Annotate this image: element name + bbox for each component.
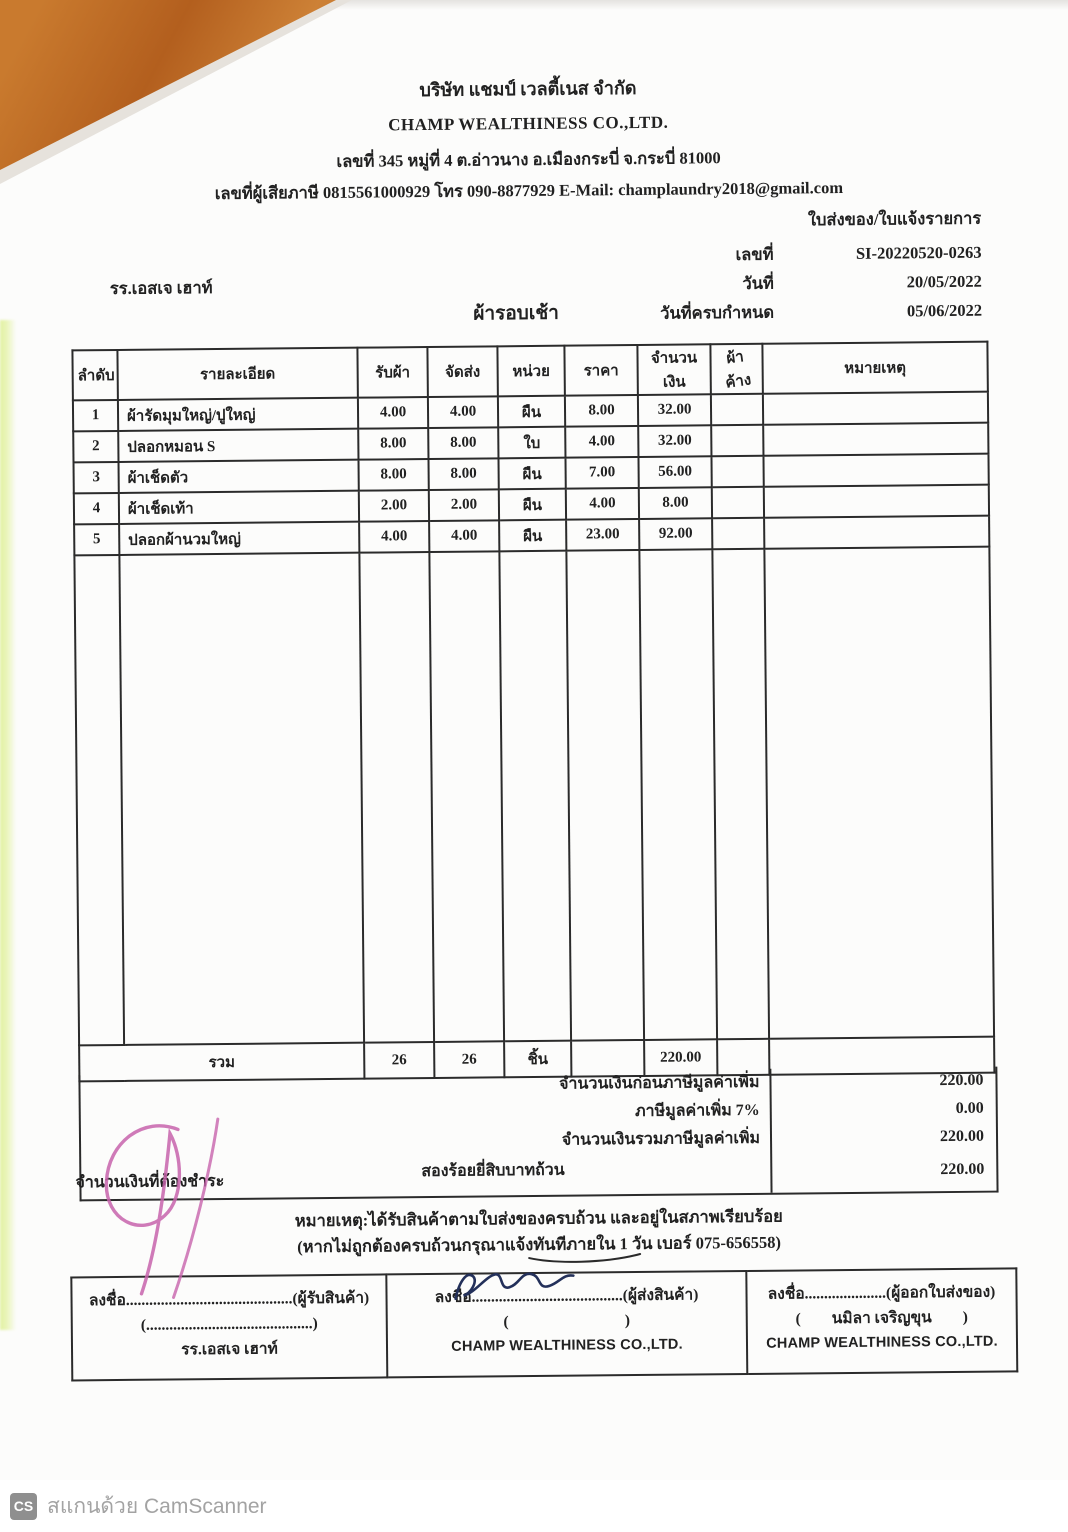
- remark-note-line1: หมายเหตุ:ได้รับสินค้าตามใบส่งของครบถ้วน และอยู่ในสภาพเรียบร้อย: [294, 1206, 783, 1231]
- doc-due-date-value: 05/06/2022: [906, 300, 983, 321]
- signature-box-sender: [386, 1271, 747, 1377]
- cell-pending: [712, 518, 764, 549]
- col-header-received: รับผ้า: [357, 347, 427, 398]
- table-header-row: [72, 342, 987, 401]
- cell-delivered: 8.00: [428, 458, 498, 490]
- amount-in-words: สองร้อยยี่สิบบาทถ้วน: [421, 1161, 565, 1181]
- cell-no: 1: [73, 400, 118, 431]
- sender-sign-line: ลงชื่อ.......................................(ผู้ส่งสินค้า): [434, 1286, 699, 1306]
- col-header-delivered: จัดส่ง: [427, 346, 497, 397]
- cell-remark: [763, 392, 988, 425]
- camscanner-footer-text: สแกนด้วย CamScanner: [47, 1494, 267, 1518]
- cell-remark: [763, 423, 988, 456]
- subtotal-label: จำนวนเงินก่อนภาษีมูลค่าเพิ่ม: [559, 1073, 760, 1093]
- cell-price: 7.00: [565, 457, 638, 489]
- total-unit: ชิ้น: [504, 1041, 571, 1078]
- cell-amount: 56.00: [638, 456, 711, 488]
- amount-due-label: จำนวนเงินที่ต้องชำระ: [75, 1172, 225, 1192]
- receiver-company: รร.เอสเจ เฮาท์: [181, 1340, 278, 1359]
- doc-date-row: [642, 267, 982, 299]
- cell-unit: ผืน: [499, 520, 566, 552]
- totals-summary: [75, 1067, 998, 1202]
- receiver-name-line: (...........................................): [140, 1315, 318, 1334]
- col-header-amount: จำนวนเงิน: [637, 344, 710, 395]
- cell-description: ผ้าเช็ดตัว: [119, 460, 359, 493]
- sender-company: CHAMP WEALTHINESS CO.,LTD.: [451, 1336, 683, 1355]
- subtotal-value: 220.00: [939, 1071, 984, 1090]
- cell-description: ผ้าเช็ดเท้า: [119, 491, 359, 524]
- company-tax-contact: เลขที่ผู้เสียภาษี 0815561000929 โทร 090-8877929 E-Mail: champlaundry2018@gmail.com: [214, 178, 844, 204]
- cell-unit: ผืน: [498, 458, 565, 490]
- cell-received: 8.00: [358, 428, 428, 460]
- col-header-no: ลำดับ: [72, 350, 117, 400]
- cell-pending: [711, 456, 763, 487]
- receiver-sign-line: ลงชื่อ...........................................(ผู้รับสินค้า): [88, 1289, 370, 1310]
- cell-price: 4.00: [565, 426, 638, 458]
- doc-due-date-row: [642, 296, 982, 328]
- table-empty-space: [74, 547, 994, 1046]
- doc-number-value: SI-20220520-0263: [855, 242, 982, 263]
- grand-total-value: 220.00: [939, 1127, 985, 1146]
- doc-number-label: เลขที่: [735, 244, 774, 265]
- cell-received: 8.00: [358, 459, 428, 491]
- laundry-round-title: ผ้ารอบเช้า: [473, 302, 559, 325]
- cell-delivered: 8.00: [428, 427, 498, 459]
- cell-no: 5: [74, 524, 119, 555]
- cell-price: 4.00: [566, 488, 639, 520]
- signature-box-receiver: [71, 1274, 387, 1380]
- cell-remark: [764, 485, 989, 518]
- cell-amount: 32.00: [638, 425, 711, 457]
- issuer-name-line: ( นมิลา เจริญขุน ): [795, 1308, 968, 1328]
- vat-label: ภาษีมูลค่าเพิ่ม 7%: [634, 1101, 760, 1121]
- items-table: [71, 341, 995, 1083]
- remark-note-line2: (หากไม่ถูกต้องครบถ้วนกรุณาแจ้งทันทีภายใน 1 วัน เบอร์ 075-656558): [297, 1232, 781, 1257]
- camscanner-icon: CS: [10, 1493, 37, 1520]
- summary-labels: [75, 1069, 770, 1200]
- col-header-description: รายละเอียด: [117, 348, 357, 400]
- company-name-en: CHAMP WEALTHINESS CO.,LTD.: [388, 112, 669, 135]
- cell-delivered: 2.00: [429, 489, 499, 521]
- company-address: เลขที่ 345 หมู่ที่ 4 ต.อ่าวนาง อ.เมืองกระบี่ จ.กระบี่ 81000: [336, 148, 721, 171]
- cell-description: ผ้ารัดมุมใหญ่/ปูใหญ่: [118, 398, 358, 431]
- cell-description: ปลอกหมอน S: [118, 429, 358, 462]
- customer-name: รร.เอสเจ เฮาท์: [109, 278, 213, 299]
- col-header-unit: หน่วย: [497, 346, 564, 397]
- cell-pending: [711, 425, 763, 456]
- col-header-pending: ผ้าค้าง: [708, 341, 766, 397]
- total-label: รวม: [79, 1043, 364, 1082]
- cell-remark: [764, 516, 989, 549]
- document-info-block: [641, 206, 982, 328]
- signature-box-issuer: [746, 1268, 1017, 1374]
- doc-date-value: 20/05/2022: [906, 271, 982, 292]
- cell-delivered: 4.00: [428, 396, 498, 428]
- total-delivered: 26: [434, 1041, 504, 1078]
- amount-due-value: 220.00: [940, 1160, 985, 1179]
- cell-amount: 92.00: [639, 518, 712, 550]
- cell-description: ปลอกผ้านวมใหญ่: [119, 522, 359, 555]
- cell-remark: [763, 454, 988, 487]
- total-amount: 220.00: [644, 1039, 717, 1076]
- cell-no: 2: [73, 431, 118, 462]
- cell-unit: ใบ: [498, 427, 565, 459]
- cell-unit: ผืน: [498, 396, 565, 428]
- cell-unit: ผืน: [499, 489, 566, 521]
- cell-received: 4.00: [358, 397, 428, 429]
- total-received: 26: [364, 1042, 434, 1079]
- cell-no: 4: [74, 493, 119, 524]
- doc-date-label: วันที่: [742, 273, 774, 293]
- cell-no: 3: [74, 462, 119, 493]
- col-header-remark: หมายเหตุ: [762, 342, 987, 394]
- cell-received: 2.00: [359, 490, 429, 522]
- grand-total-label: จำนวนเงินรวมภาษีมูลค่าเพิ่ม: [561, 1129, 761, 1149]
- cell-delivered: 4.00: [429, 520, 499, 552]
- cell-pending: [711, 394, 763, 425]
- cell-amount: 8.00: [639, 487, 712, 519]
- company-name-th: บริษัท แชมป์ เวลตี้เนส จำกัด: [419, 77, 637, 101]
- sender-name-line: ( ): [503, 1312, 631, 1331]
- document-type-title: ใบส่งของ/ใบแจ้งรายการ: [807, 208, 982, 230]
- doc-number-row: [641, 238, 981, 270]
- cell-price: 23.00: [566, 519, 639, 551]
- issuer-company: CHAMP WEALTHINESS CO.,LTD.: [766, 1333, 998, 1352]
- cell-received: 4.00: [359, 521, 429, 553]
- cell-pending: [712, 487, 764, 518]
- col-header-price: ราคา: [564, 345, 637, 396]
- doc-due-date-label: วันที่ครบกำหนด: [660, 302, 775, 323]
- summary-values: [769, 1067, 996, 1193]
- vat-value: 0.00: [955, 1099, 984, 1117]
- signature-section: [70, 1267, 1018, 1381]
- cell-amount: 32.00: [638, 394, 711, 426]
- cell-price: 8.00: [565, 395, 638, 427]
- issuer-sign-line: ลงชื่อ.....................(ผู้ออกใบส่งของ): [767, 1283, 996, 1303]
- camscanner-footer: [0, 1480, 1068, 1532]
